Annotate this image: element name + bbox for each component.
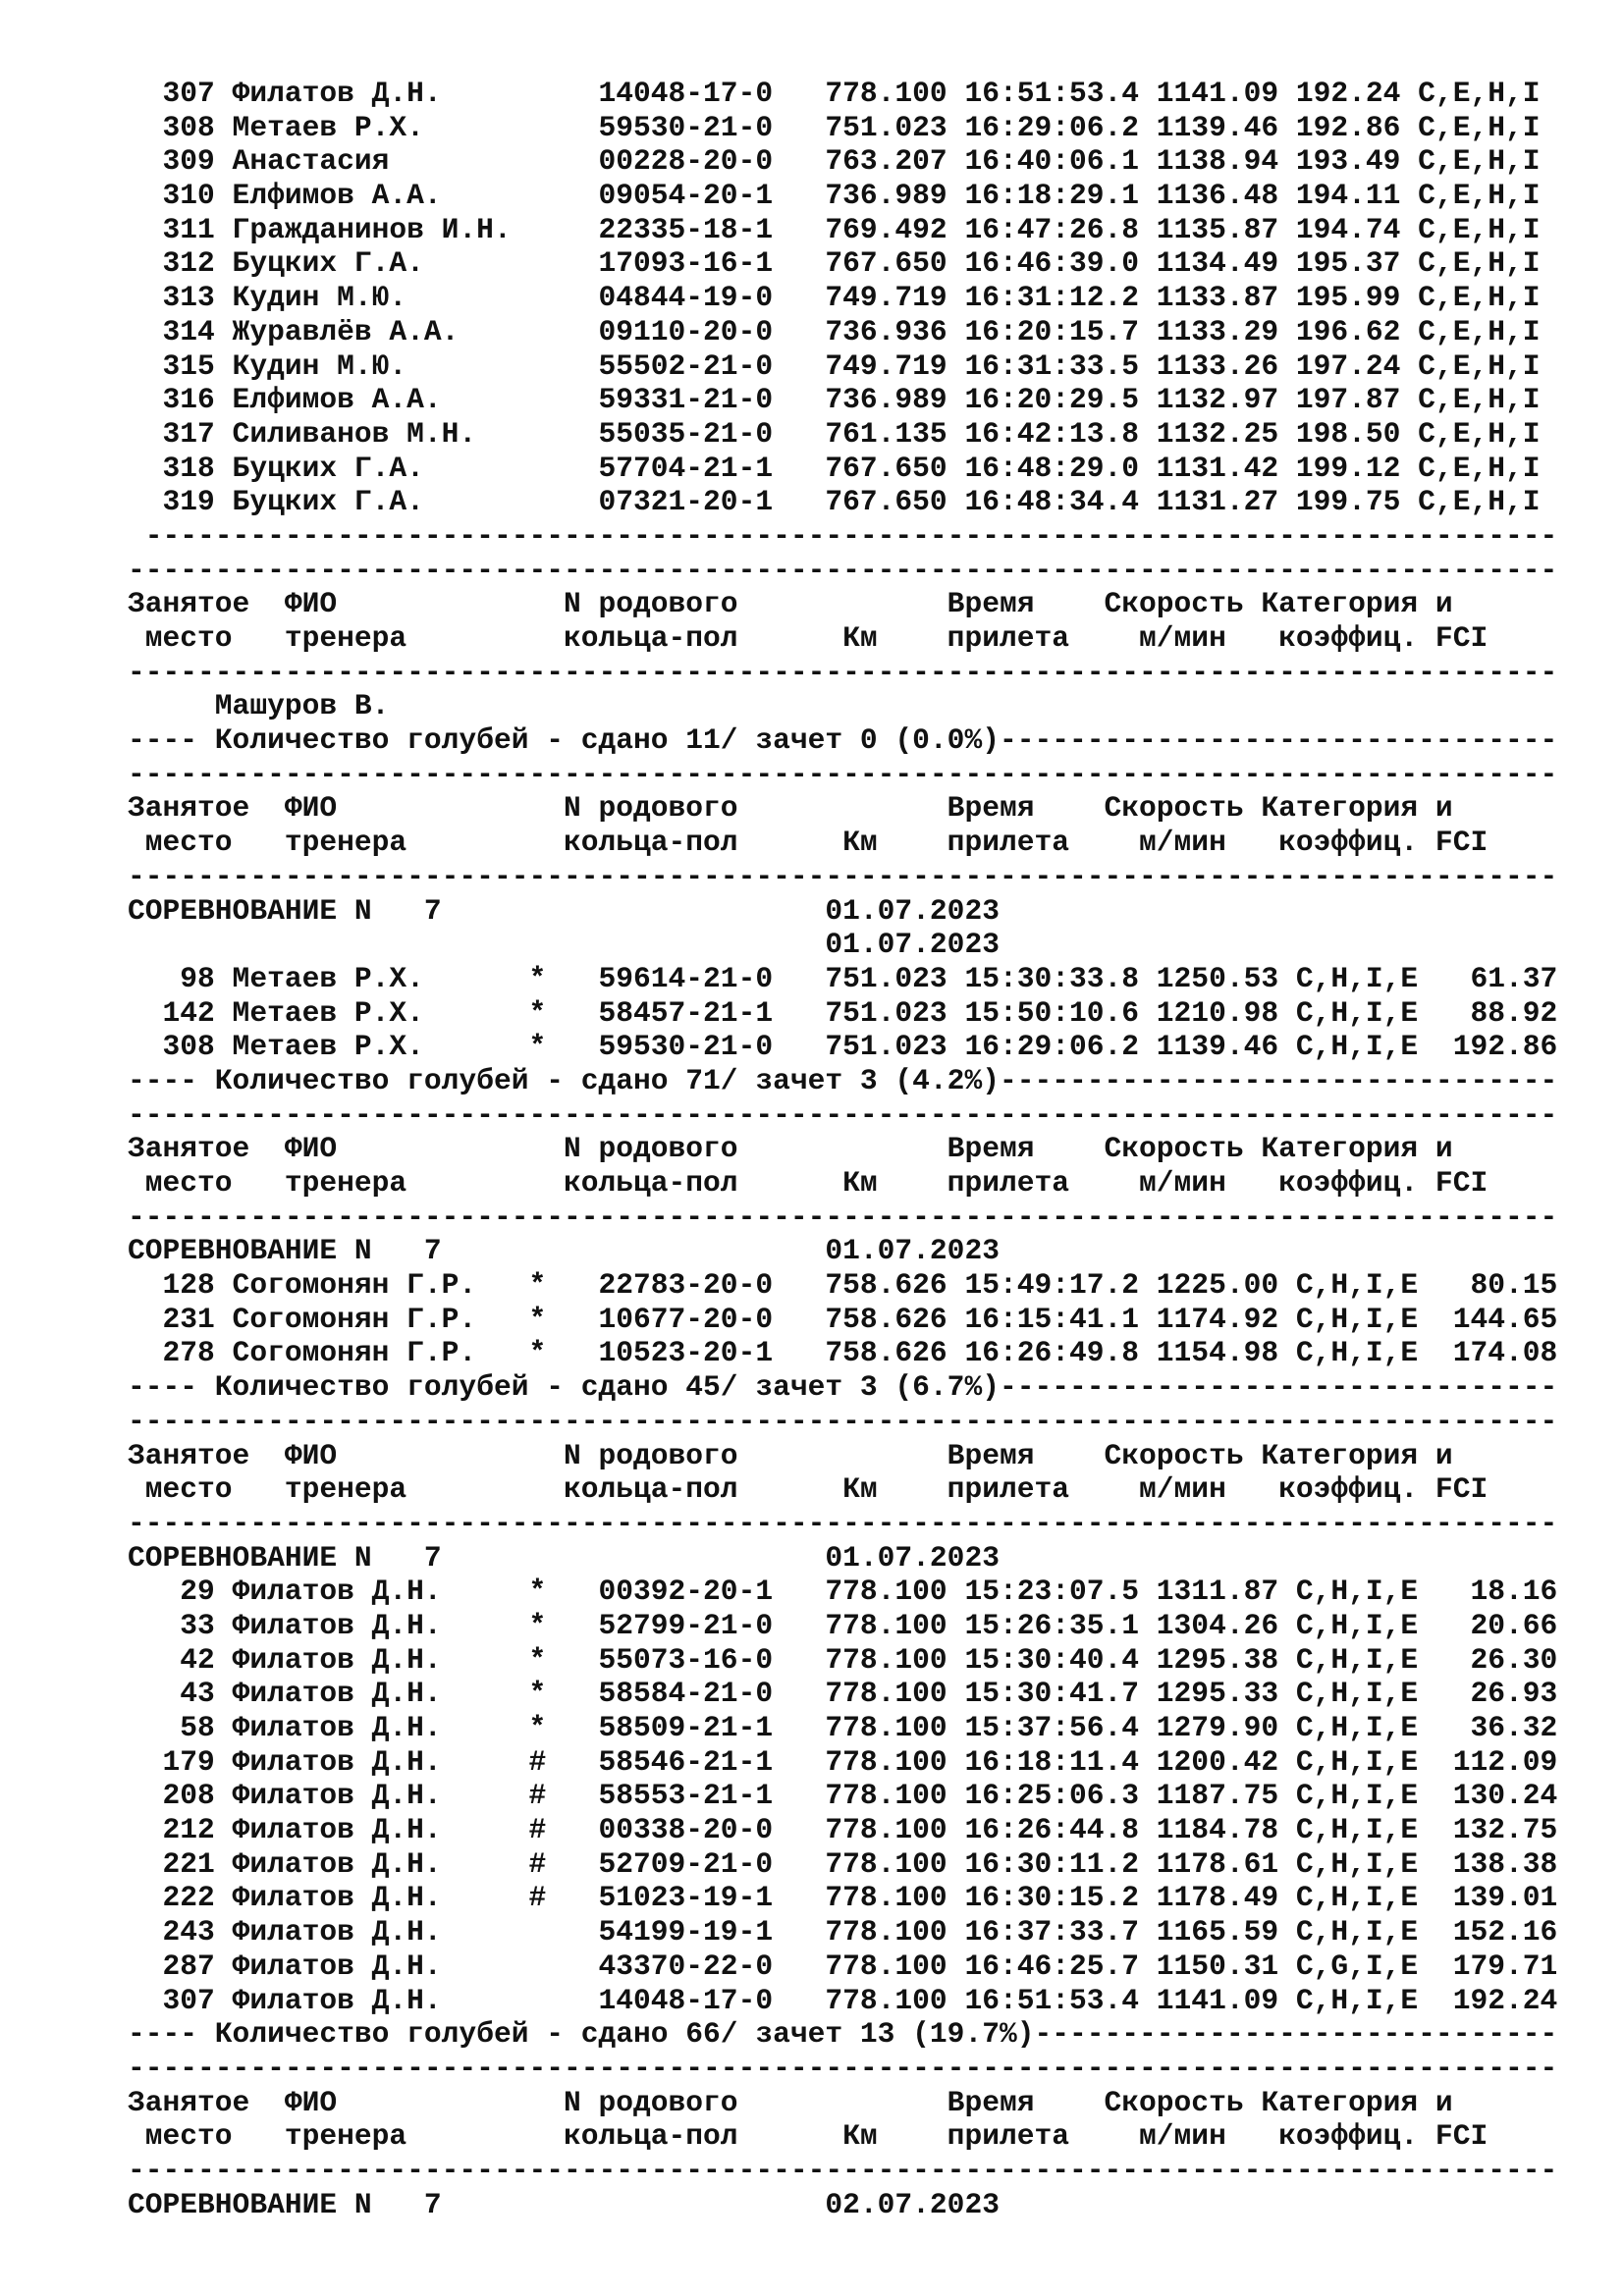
- report-line: 316 Елфимов А.А. 59331-21-0 736.989 16:20:29.5 1132.97 197.87 C,E,H,I: [128, 383, 1541, 417]
- report-line: ---- Количество голубей - сдано 66/ зачет 13 (19.7%)------------------------------: [128, 2017, 1558, 2052]
- report-line: 98 Метаев Р.Х. * 59614-21-0 751.023 15:30:33.8 1250.53 C,H,I,E 61.37: [128, 961, 1558, 995]
- report-line: ----------------------------------------------------------------------------------: [128, 655, 1558, 689]
- report-line: место тренера кольца-пол Км прилета м/мин коэффиц. FCI: [128, 621, 1489, 655]
- report-line: место тренера кольца-пол Км прилета м/мин коэффиц. FCI: [128, 2119, 1489, 2154]
- report-line: 307 Филатов Д.Н. 14048-17-0 778.100 16:51:53.4 1141.09 192.24 C,E,H,I: [128, 77, 1541, 110]
- report-line: 308 Метаев Р.Х. * 59530-21-0 751.023 16:29:06.2 1139.46 C,H,I,E 192.86: [128, 1030, 1558, 1064]
- report-line: Занятое ФИО N родового Время Скорость Категория и: [128, 1132, 1453, 1166]
- report-line: 317 Силиванов М.Н. 55035-21-0 761.135 16:42:13.8 1132.25 198.50 C,E,H,I: [128, 416, 1541, 451]
- report-line: Занятое ФИО N родового Время Скорость Категория и: [128, 587, 1453, 621]
- report-line: 311 Гражданинов И.Н. 22335-18-1 769.492 16:47:26.8 1135.87 194.74 C,E,H,I: [128, 212, 1541, 246]
- report-line: 307 Филатов Д.Н. 14048-17-0 778.100 16:51:53.4 1141.09 C,H,I,E 192.24: [128, 1983, 1558, 2017]
- report-line: 310 Елфимов А.А. 09054-20-1 736.989 16:18:29.1 1136.48 194.11 C,E,H,I: [128, 179, 1541, 213]
- report-line: 42 Филатов Д.Н. * 55073-16-0 778.100 15:30:40.4 1295.38 C,H,I,E 26.30: [128, 1642, 1558, 1677]
- report-line: 43 Филатов Д.Н. * 58584-21-0 778.100 15:30:41.7 1295.33 C,H,I,E 26.93: [128, 1677, 1558, 1711]
- report-line: ----------------------------------------------------------------------------------: [128, 553, 1558, 587]
- report-line: ----------------------------------------------------------------------------------: [128, 1404, 1558, 1438]
- report-line: 319 Буцких Г.А. 07321-20-1 767.650 16:48:34.4 1131.27 199.75 C,E,H,I: [128, 485, 1541, 519]
- report-line: СОРЕВНОВАНИЕ N 7 01.07.2023: [128, 1234, 1000, 1268]
- report-line: 29 Филатов Д.Н. * 00392-20-1 778.100 15:23:07.5 1311.87 C,H,I,E 18.16: [128, 1575, 1558, 1609]
- report-line: 315 Кудин М.Ю. 55502-21-0 749.719 16:31:33.5 1133.26 197.24 C,E,H,I: [128, 348, 1541, 383]
- report-line: 221 Филатов Д.Н. # 52709-21-0 778.100 16:30:11.2 1178.61 C,H,I,E 138.38: [128, 1846, 1558, 1881]
- report-line: 142 Метаев Р.Х. * 58457-21-1 751.023 15:50:10.6 1210.98 C,H,I,E 88.92: [128, 995, 1558, 1030]
- report-line: ---------------------------------------------------------------------------------: [128, 518, 1558, 553]
- report-line: место тренера кольца-пол Км прилета м/мин коэффиц. FCI: [128, 1166, 1489, 1200]
- report-line: 208 Филатов Д.Н. # 58553-21-1 778.100 16:25:06.3 1187.75 C,H,I,E 130.24: [128, 1779, 1558, 1813]
- report-line: ---- Количество голубей - сдано 11/ зачет 0 (0.0%)--------------------------------: [128, 723, 1558, 758]
- report-line: 308 Метаев Р.Х. 59530-21-0 751.023 16:29:06.2 1139.46 192.86 C,E,H,I: [128, 110, 1541, 144]
- report-line: 313 Кудин М.Ю. 04844-19-0 749.719 16:31:12.2 1133.87 195.99 C,E,H,I: [128, 281, 1541, 315]
- report-line: СОРЕВНОВАНИЕ N 7 02.07.2023: [128, 2187, 1000, 2221]
- report-line: 179 Филатов Д.Н. # 58546-21-1 778.100 16:18:11.4 1200.42 C,H,I,E 112.09: [128, 1744, 1558, 1779]
- report-line: 278 Согомонян Г.Р. * 10523-20-1 758.626 16:26:49.8 1154.98 C,H,I,E 174.08: [128, 1336, 1558, 1370]
- report-line: 222 Филатов Д.Н. # 51023-19-1 778.100 16:30:15.2 1178.49 C,H,I,E 139.01: [128, 1881, 1558, 1915]
- report-line: Занятое ФИО N родового Время Скорость Категория и: [128, 2085, 1453, 2119]
- report-line: 01.07.2023: [128, 928, 1000, 962]
- report-line: ----------------------------------------------------------------------------------: [128, 859, 1558, 893]
- report-line: 309 Анастасия 00228-20-0 763.207 16:40:06.1 1138.94 193.49 C,E,H,I: [128, 144, 1541, 179]
- report-line: 58 Филатов Д.Н. * 58509-21-1 778.100 15:37:56.4 1279.90 C,H,I,E 36.32: [128, 1711, 1558, 1744]
- report-line: место тренера кольца-пол Км прилета м/мин коэффиц. FCI: [128, 826, 1489, 860]
- report-line: 314 Журавлёв А.А. 09110-20-0 736.936 16:20:15.7 1133.29 196.62 C,E,H,I: [128, 314, 1541, 348]
- report-line: ---- Количество голубей - сдано 45/ зачет 3 (6.7%)--------------------------------: [128, 1370, 1558, 1405]
- report-line: место тренера кольца-пол Км прилета м/мин коэффиц. FCI: [128, 1472, 1489, 1507]
- report-line: 287 Филатов Д.Н. 43370-22-0 778.100 16:46:25.7 1150.31 C,G,I,E 179.71: [128, 1949, 1558, 1983]
- report-line: СОРЕВНОВАНИЕ N 7 01.07.2023: [128, 1540, 1000, 1575]
- report-line: 231 Согомонян Г.Р. * 10677-20-0 758.626 16:15:41.1 1174.92 C,H,I,E 144.65: [128, 1302, 1558, 1336]
- report-line: 212 Филатов Д.Н. # 00338-20-0 778.100 16:26:44.8 1184.78 C,H,I,E 132.75: [128, 1813, 1558, 1847]
- report-line: ----------------------------------------------------------------------------------: [128, 1097, 1558, 1132]
- report-line: 128 Согомонян Г.Р. * 22783-20-0 758.626 15:49:17.2 1225.00 C,H,I,E 80.15: [128, 1268, 1558, 1303]
- report-line: ---- Количество голубей - сдано 71/ зачет 3 (4.2%)--------------------------------: [128, 1063, 1558, 1097]
- report-line: 243 Филатов Д.Н. 54199-19-1 778.100 16:37:33.7 1165.59 C,H,I,E 152.16: [128, 1915, 1558, 1949]
- report-line: ----------------------------------------------------------------------------------: [128, 2051, 1558, 2085]
- report-line: ----------------------------------------------------------------------------------: [128, 757, 1558, 791]
- report-line: Занятое ФИО N родового Время Скорость Категория и: [128, 791, 1453, 826]
- report-line: ----------------------------------------------------------------------------------: [128, 2153, 1558, 2187]
- report-line: 312 Буцких Г.А. 17093-16-1 767.650 16:46:39.0 1134.49 195.37 C,E,H,I: [128, 246, 1541, 281]
- report-line: ----------------------------------------------------------------------------------: [128, 1200, 1558, 1234]
- report-line: Машуров В.: [128, 689, 390, 723]
- report-line: Занятое ФИО N родового Время Скорость Категория и: [128, 1438, 1453, 1472]
- report-line: 318 Буцких Г.А. 57704-21-1 767.650 16:48:29.0 1131.42 199.12 C,E,H,I: [128, 451, 1541, 485]
- results-printout: [128, 77, 1557, 2221]
- report-line: ----------------------------------------------------------------------------------: [128, 1506, 1558, 1540]
- report-line: СОРЕВНОВАНИЕ N 7 01.07.2023: [128, 893, 1000, 928]
- report-line: 33 Филатов Д.Н. * 52799-21-0 778.100 15:26:35.1 1304.26 C,H,I,E 20.66: [128, 1608, 1558, 1642]
